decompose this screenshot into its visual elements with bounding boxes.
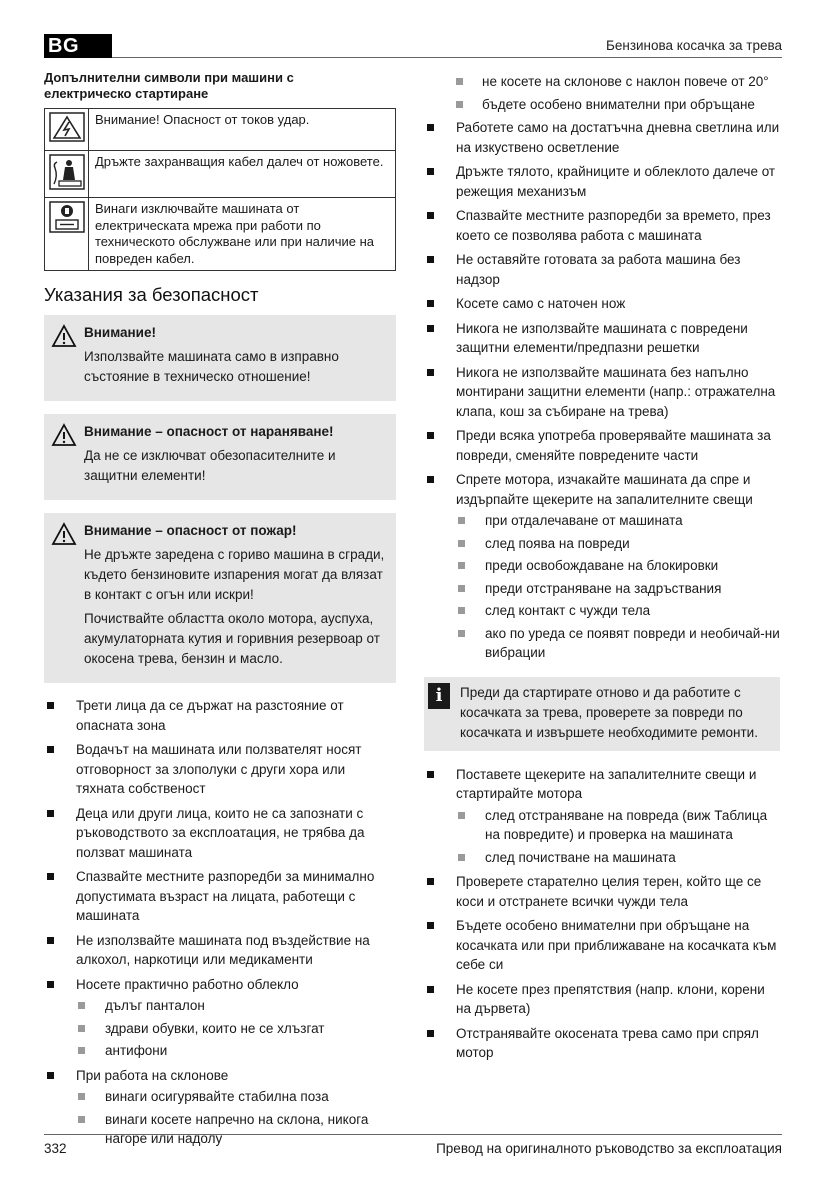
cable-away-from-blades-icon [49,154,85,190]
list-item: Отстранявайте окосената трева само при спрял мотор [424,1024,780,1063]
list-item: Работете само на достатъчна дневна светлина или на изкуствено осветление [424,118,780,157]
sub-list-continued [424,72,780,114]
list-item: Преди всяка употреба проверявайте машината за повреди, сменяйте повредените части [424,426,780,465]
sub-list-item: антифони [76,1041,396,1061]
sub-list-item: ако по уреда се появят повреди и необичай-ни вибрации [456,624,780,663]
sub-list-item: здрави обувки, които не се хлъзгат [76,1019,396,1039]
symbols-table [44,108,396,271]
sub-list-item: при отдалечаване от машината [456,511,780,531]
warning-box [44,513,396,683]
sub-list [456,806,780,868]
symbol-text: Винаги изключвайте машината от електрическата мрежа при работи по техническото обслужване или при наличие на повреден кабел. [89,198,396,271]
left-column [44,70,396,1154]
list-item [424,765,780,868]
list-item: Трети лица да се държат на разстояние от опасната зона [44,696,396,735]
electric-shock-warning-icon [49,112,85,142]
sub-list-item: след почистване на машината [456,848,780,868]
info-note-text: Преди да стартирате отново и да работите с косачката за трева, проверете за повреди по косачката и извършете необходимите ремонти. [460,684,758,740]
sub-list-item: бъдете особено внимателни при обръщане [424,95,780,115]
list-item: Водачът на машината или ползвателят носят отговорност за злополуки с други хора или тяхната собственост [44,740,396,799]
safety-list-right-a [424,118,780,663]
symbol-text: Дръжте захранващия кабел далеч от ножовете. [89,150,396,198]
warning-text: Почиствайте областта около мотора, ауспуха, акумулаторната кутия и горивния резервоар от окосена трева, бензин и масло. [84,611,380,666]
section-title: Указания за безопасност [44,284,259,305]
sub-list [76,1087,396,1149]
list-item: Никога не използвайте машината без напълно монтирани защитни елементи (напр.: отражателна клапа, кош за събиране на трева) [424,363,780,422]
list-item-text: Поставете щекерите на запалителните свещи и стартирайте мотора [456,766,757,801]
symbol-icon-cell [45,109,89,151]
list-item: Деца или други лица, които не са запознати с ръководството за експлоатация, не трябва да ползват машината [44,804,396,863]
symbol-row [45,109,396,151]
sub-list-item: след отстраняване на повреда (виж Таблица на повредите) и проверка на машината [456,806,780,845]
sub-list-item: преди отстраняване на задръствания [456,579,780,599]
list-item [424,470,780,663]
footer-rule [44,1134,782,1135]
info-note-box [424,677,780,751]
list-item-text: Спрете мотора, изчакайте машината да спре и издърпайте щекерите на запалителните свещи [456,472,753,507]
symbol-row [45,150,396,198]
sub-list-item: преди освобождаване на блокировки [456,556,780,576]
warning-triangle-icon [51,423,77,447]
unplug-before-maintenance-icon [49,201,85,233]
list-item: Проверете старателно целия терен, който ще се коси и отстранете всички чужди тела [424,872,780,911]
page-number: 332 [44,1141,67,1156]
sub-list-item: не косете на склонове с наклон повече от 20° [424,72,780,92]
header-title: Бензинова косачка за трева [606,38,782,53]
list-item: Спазвайте местните разпоредби за минимално допустимата възраст на лицата, работещи с машината [44,867,396,926]
header-rule [112,57,782,58]
warning-triangle-icon [51,522,77,546]
list-item: Косете само с наточен нож [424,294,780,314]
list-item-text: При работа на склонове [76,1067,229,1083]
symbols-heading: Допълнителни символи при машини с електрическо стартиране [44,70,294,101]
list-item: Никога не използвайте машината с повредени защитни елементи/предпазни решетки [424,319,780,358]
safety-list-right-b [424,765,780,1063]
warning-triangle-icon [51,324,77,348]
list-item: Бъдете особено внимателни при обръщане на косачката или при приближаване на косачката към себе си [424,916,780,975]
list-item: Не оставяйте готовата за работа машина без надзор [424,250,780,289]
sub-list-item: след контакт с чужди тела [456,601,780,621]
list-item: Не косете през препятствия (напр. клони, корени на дървета) [424,980,780,1019]
list-item-text: Носете практично работно облекло [76,976,299,992]
sub-list [76,996,396,1061]
list-item: Не използвайте машината под въздействие на алкохол, наркотици или медикаменти [44,931,396,970]
sub-list-item: винаги осигурявайте стабилна поза [76,1087,396,1107]
list-item: Спазвайте местните разпоредби за времето, през което се позволява работа с машината [424,206,780,245]
symbol-text: Внимание! Опасност от токов удар. [89,109,396,151]
warning-text: Да не се изключват обезопасителните и защитни елементи! [84,448,336,483]
right-column [424,70,780,1068]
warning-text: Не дръжте заредена с гориво машина в сгради, където бензиновите изпарения могат да влязат в контакт с огън или искри! [84,547,385,602]
sub-list-item: дълъг панталон [76,996,396,1016]
sub-list-item: след поява на повреди [456,534,780,554]
warning-title: Внимание – опасност от нараняване! [84,424,334,439]
list-item: Дръжте тялото, крайниците и облеклото далече от режещия механизъм [424,162,780,201]
info-icon: i [428,683,450,709]
warning-text: Използвайте машината само в изправно състояние в техническо отношение! [84,349,339,384]
warning-title: Внимание – опасност от пожар! [84,523,297,538]
warning-box [44,315,396,401]
warning-box [44,414,396,500]
footer-title: Превод на оригиналното ръководство за експлоатация [436,1141,782,1156]
list-item [44,975,396,1061]
safety-list-left [44,696,396,1149]
sub-list [456,511,780,663]
warning-title: Внимание! [84,325,156,340]
language-badge: BG [44,34,112,58]
symbol-icon-cell [45,150,89,198]
list-item [44,1066,396,1149]
symbol-row [45,198,396,271]
symbol-icon-cell [45,198,89,271]
sub-list-item: винаги косете напречно на склона, никога нагоре или надолу [76,1110,396,1149]
